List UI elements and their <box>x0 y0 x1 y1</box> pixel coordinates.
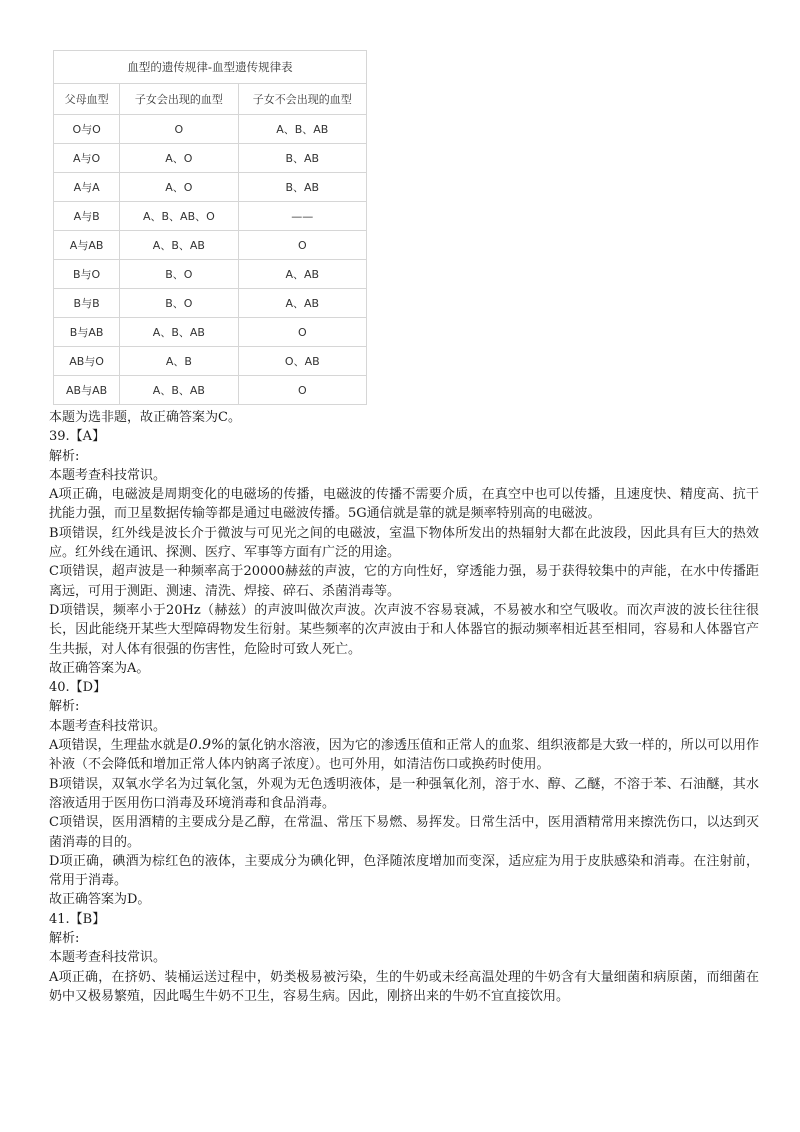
possible-types-cell: A、B <box>120 347 238 376</box>
q40-intro: 本题考查科技常识。 <box>49 718 167 734</box>
table-row <box>54 376 367 405</box>
table-caption: 血型的遗传规律-血型遗传规律表 <box>54 51 367 84</box>
blood-type-inheritance-table <box>53 50 367 405</box>
impossible-types-cell: O、AB <box>238 347 366 376</box>
q39-option-b: B项错误，红外线是波长介于微波与可见光之间的电磁波，室温下物体所发出的热辐射大都在此波段，因此具有巨大的热效应。红外线在通讯、探测、医疗、军事等方面有广泛的用途。 <box>49 525 759 561</box>
impossible-types-cell: O <box>238 318 366 347</box>
possible-types-cell: A、B、AB <box>120 318 238 347</box>
impossible-types-cell: B、AB <box>238 144 366 173</box>
parent-types-cell: A与AB <box>54 231 120 260</box>
q40-conclusion: 故正确答案为D。 <box>49 892 151 908</box>
impossible-types-cell: —— <box>238 202 366 231</box>
q40-analysis-label: 解析: <box>49 699 80 715</box>
table-row <box>54 173 367 202</box>
table-row <box>54 289 367 318</box>
parent-types-cell: B与B <box>54 289 120 318</box>
q40-option-a-before: A项错误，生理盐水就是 <box>49 738 189 754</box>
parent-types-cell: B与AB <box>54 318 120 347</box>
q40-option-d: D项正确，碘酒为棕红色的液体，主要成分为碘化钾，色泽随浓度增加而变深，适应症为用于皮肤感染和消毒。在注射前，常用于消毒。 <box>49 853 759 889</box>
parent-types-cell: AB与O <box>54 347 120 376</box>
q39-option-c: C项错误，超声波是一种频率高于20000赫兹的声波，它的方向性好，穿透能力强，易于获得较集中的声能，在水中传播距离远，可用于测距、测速、清洗、焊接、碎石、杀菌消毒等。 <box>49 564 759 599</box>
impossible-types-cell: A、AB <box>238 260 366 289</box>
possible-types-cell: B、O <box>120 260 238 289</box>
parent-types-cell: B与O <box>54 260 120 289</box>
q39-conclusion: 故正确答案为A。 <box>49 660 150 676</box>
saline-concentration: 0.9% <box>188 737 225 754</box>
possible-types-cell: A、O <box>120 144 238 173</box>
impossible-types-cell: A、AB <box>238 289 366 318</box>
parent-types-cell: AB与AB <box>54 376 120 405</box>
q39-option-a: A项正确，电磁波是周期变化的电磁场的传播，电磁波的传播不需要介质，在真空中也可以传播，且速度快、精度高、抗干扰能力强，而卫星数据传输等都是通过电磁波传播。5G通信就是靠的就是频率特别高的电磁波。 <box>49 487 759 522</box>
parent-types-cell: A与O <box>54 144 120 173</box>
q39-number: 39.【A】 <box>49 429 106 445</box>
header-parent-blood-type: 父母血型 <box>54 84 120 115</box>
table-header-row <box>54 84 367 115</box>
table-row <box>54 347 367 376</box>
q40-option-c: C项错误，医用酒精的主要成分是乙醇，在常温、常压下易燃、易挥发。日常生活中，医用酒精常用来擦洗伤口，以达到灭菌消毒的目的。 <box>49 815 759 850</box>
possible-types-cell: A、O <box>120 173 238 202</box>
parent-types-cell: A与B <box>54 202 120 231</box>
q38-conclusion: 本题为选非题，故正确答案为C。 <box>49 410 241 425</box>
parent-types-cell: A与A <box>54 173 120 202</box>
q41-analysis-label: 解析: <box>49 931 80 947</box>
possible-types-cell: A、B、AB、O <box>120 202 238 231</box>
q39-intro: 本题考查科技常识。 <box>49 467 167 483</box>
table-row <box>54 202 367 231</box>
q39-analysis-label: 解析: <box>49 448 80 464</box>
q40-option-a-after: 的氯化钠水溶液，因为它的渗透压值和正常人的血浆、组织液都是大致一样的，所以可以用作补液（不会降低和增加正常人体内钠离子浓度）。也可外用，如清洁伤口或换药时使用。 <box>49 738 759 773</box>
parent-types-cell: O与O <box>54 115 120 144</box>
possible-types-cell: O <box>120 115 238 144</box>
table-row <box>54 144 367 173</box>
impossible-types-cell: O <box>238 231 366 260</box>
impossible-types-cell: A、B、AB <box>238 115 366 144</box>
q41-intro: 本题考查科技常识。 <box>49 950 167 966</box>
q40-option-b: B项错误，双氧水学名为过氧化氢，外观为无色透明液体，是一种强氧化剂，溶于水、醇、乙醚，不溶于苯、石油醚，其水溶液适用于医用伤口消毒及环境消毒和食品消毒。 <box>49 776 759 811</box>
q41-number: 41.【B】 <box>49 911 106 927</box>
header-possible-child-types: 子女会出现的血型 <box>120 84 238 115</box>
table-row <box>54 231 367 260</box>
table-row <box>54 115 367 144</box>
answer-explanations <box>49 408 759 1006</box>
table-row <box>54 260 367 289</box>
impossible-types-cell: O <box>238 376 366 405</box>
q40-option-a <box>49 736 759 775</box>
impossible-types-cell: B、AB <box>238 173 366 202</box>
q40-number: 40.【D】 <box>49 680 107 696</box>
possible-types-cell: A、B、AB <box>120 231 238 260</box>
possible-types-cell: B、O <box>120 289 238 318</box>
possible-types-cell: A、B、AB <box>120 376 238 405</box>
q39-option-d: D项错误，频率小于20Hz（赫兹）的声波叫做次声波。次声波不容易衰减，不易被水和空气吸收。而次声波的波长往往很长，因此能绕开某些大型障碍物发生衍射。某些频率的次声波由于和人体器官的振动频率相近甚至相同，容易和人体器官产生共振，对人体有很强的伤害性，危险时可致人死亡。 <box>49 602 759 657</box>
header-impossible-child-types: 子女不会出现的血型 <box>238 84 366 115</box>
table-row <box>54 318 367 347</box>
q41-option-a: A项正确，在挤奶、装桶运送过程中，奶类极易被污染，生的牛奶或未经高温处理的牛奶含有大量细菌和病原菌，而细菌在奶中又极易繁殖，因此喝生牛奶不卫生，容易生病。因此，刚挤出来的牛奶不宜直接饮用。 <box>49 969 759 1004</box>
